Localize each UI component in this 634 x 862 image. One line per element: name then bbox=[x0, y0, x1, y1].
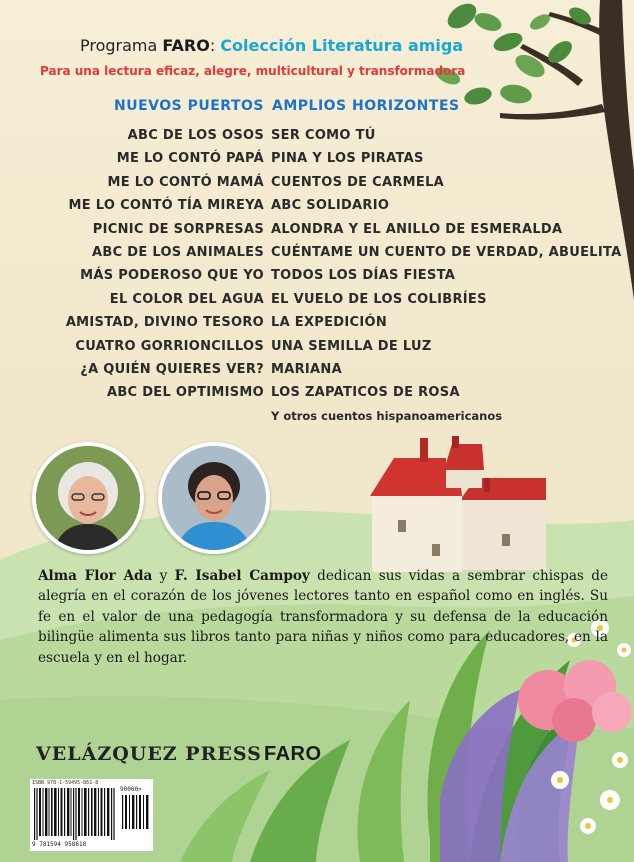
book-title: TODOS LOS DÍAS FIESTA bbox=[271, 268, 456, 284]
barcode-bars bbox=[34, 788, 118, 840]
series-heading-nuevos-puertos: NUEVOS PUERTOS bbox=[114, 98, 264, 114]
faro-logo bbox=[264, 743, 322, 766]
book-title: MARIANA bbox=[271, 361, 342, 377]
author-name: F. Isabel Campoy bbox=[174, 568, 310, 584]
book-title: ABC SOLIDARIO bbox=[271, 198, 390, 214]
book-title: ABC DE LOS OSOS bbox=[127, 128, 264, 143]
book-title: MÁS PODEROSO QUE YO bbox=[80, 268, 264, 284]
program-prefix: Programa bbox=[80, 36, 163, 55]
book-title: EL COLOR DEL AGUA bbox=[109, 291, 264, 307]
portrait-illustration bbox=[162, 446, 266, 550]
series-list-amplios-horizontes bbox=[271, 124, 622, 428]
author-portrait-f-isabel-campoy bbox=[158, 442, 270, 554]
series-subtitle: Y otros cuentos hispanoamericanos bbox=[271, 408, 503, 423]
book-title: CUATRO GORRIONCILLOS bbox=[75, 338, 264, 354]
author-portrait-alma-flor-ada bbox=[32, 442, 144, 554]
collection-title: Colección Literatura amiga bbox=[220, 36, 464, 55]
book-title: ME LO CONTÓ PAPÁ bbox=[116, 151, 264, 167]
book-title: ME LO CONTÓ MAMÁ bbox=[107, 174, 264, 190]
price-code: 90000> bbox=[120, 786, 142, 793]
book-title: LOS ZAPATICOS DE ROSA bbox=[271, 385, 460, 401]
book-title: CUÉNTAME UN CUENTO DE VERDAD, ABUELITA bbox=[271, 244, 622, 260]
program-header bbox=[80, 36, 463, 55]
portrait-illustration bbox=[36, 446, 140, 550]
header-separator: : bbox=[209, 36, 221, 55]
tagline: Para una lectura eficaz, alegre, multicultural y transformadora bbox=[40, 64, 466, 78]
book-title: PICNIC DE SORPRESAS bbox=[92, 221, 264, 237]
book-title: AMISTAD, DIVINO TESORO bbox=[65, 315, 264, 331]
book-title: SER COMO TÚ bbox=[271, 128, 376, 143]
book-title: LA EXPEDICIÓN bbox=[271, 315, 388, 331]
book-title: ABC DE LOS ANIMALES bbox=[92, 244, 264, 260]
publisher-name: VELÁZQUEZ PRESS bbox=[36, 743, 262, 765]
bio-connector: y bbox=[152, 568, 175, 584]
book-title: ABC DEL OPTIMISMO bbox=[106, 385, 264, 401]
isbn-top-label: ISBN 978-1-59495-861-8 bbox=[32, 780, 99, 786]
book-title: CUENTOS DE CARMELA bbox=[271, 174, 445, 190]
book-title: ¿A QUIÉN QUIERES VER? bbox=[80, 361, 264, 377]
series-heading-amplios-horizontes: AMPLIOS HORIZONTES bbox=[272, 98, 460, 114]
book-title: UNA SEMILLA DE LUZ bbox=[271, 338, 432, 354]
series-list-nuevos-puertos bbox=[40, 124, 264, 405]
price-barcode-bars bbox=[122, 795, 150, 829]
isbn-barcode bbox=[30, 779, 153, 851]
houses bbox=[370, 436, 546, 572]
bio-text: dedican sus vidas a sembrar chispas de alegría en el corazón de los jóvenes lectores tanto en español como en inglés. Su fe en el valor de una pedagogía transformadora y su defensa de la educación bilingüe alimenta sus libros tanto para niñas y niños como para educadores, en la escuela y en el hogar. bbox=[38, 568, 608, 666]
program-name: FARO bbox=[162, 36, 210, 55]
book-title: ALONDRA Y EL ANILLO DE ESMERALDA bbox=[271, 221, 563, 237]
isbn-bottom-label: 9 781594 958618 bbox=[32, 841, 87, 848]
book-title: EL VUELO DE LOS COLIBRÍES bbox=[271, 291, 487, 307]
author-bio bbox=[38, 566, 608, 668]
faro-logo-text: FARO bbox=[264, 743, 322, 765]
book-title: ME LO CONTÓ TÍA MIREYA bbox=[68, 198, 264, 214]
author-name: Alma Flor Ada bbox=[38, 568, 153, 584]
book-title: PINA Y LOS PIRATAS bbox=[271, 151, 424, 167]
